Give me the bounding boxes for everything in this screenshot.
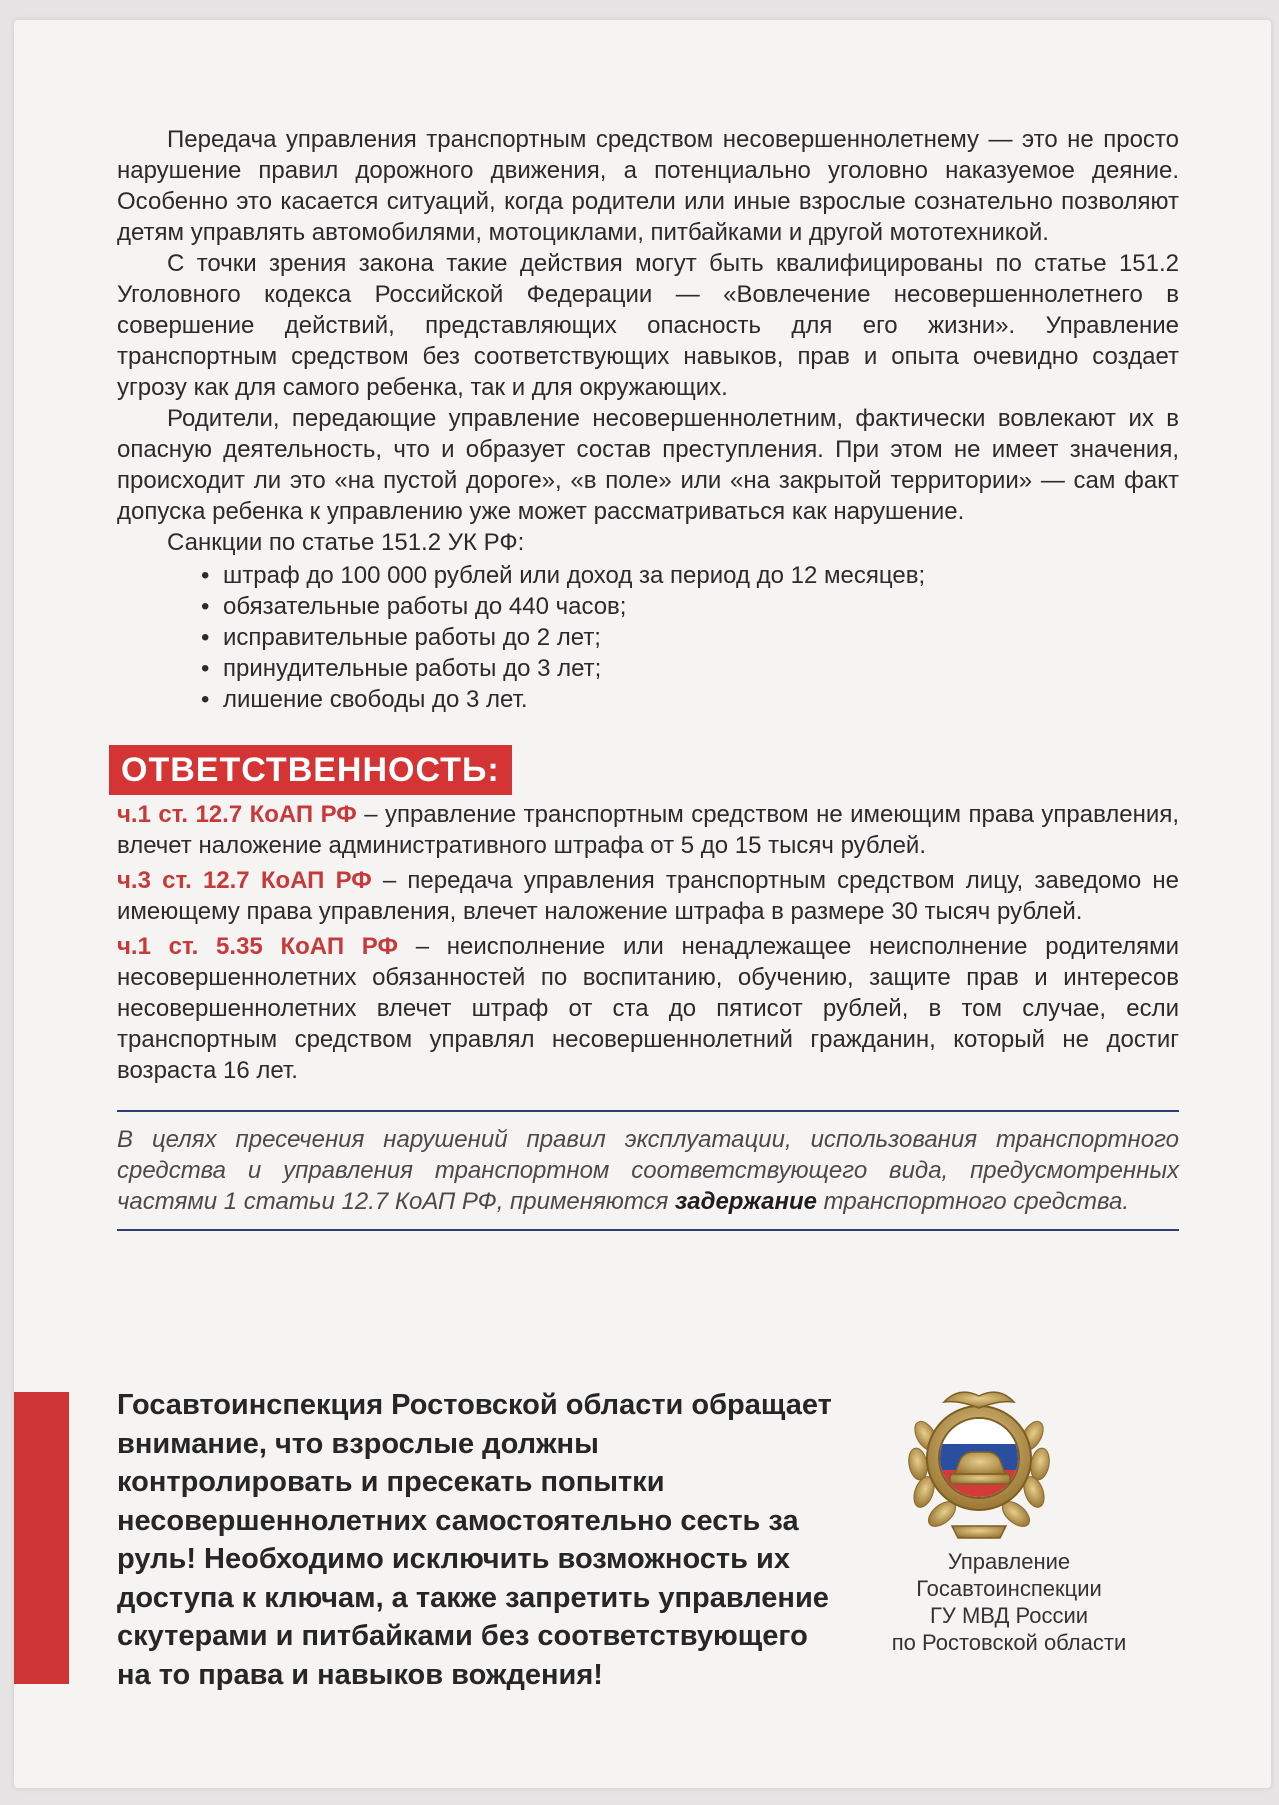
note-text-start: В целях пресечения нарушений правил эксплуатации, использования транспортного средства и управления транспортном соответствующего вида, предусмотренных частями 1 статьи 12.7 КоАП РФ, применяются: [117, 1126, 1179, 1215]
law-text: – управление транспортным средством не имеющим права управления, влечет наложение административного штрафа от 5 до 15 тысяч рублей.: [117, 801, 1179, 859]
law-item: [117, 931, 1179, 1086]
agency-line: ГУ МВД России: [929, 1603, 1089, 1628]
agency-line: по Ростовской области: [891, 1630, 1127, 1655]
agency-line: Госавтоинспекции: [916, 1576, 1102, 1601]
list-item: • лишение свободы до 3 лет.: [201, 684, 1179, 715]
law-paragraph: С точки зрения закона такие действия могут быть квалифицированы по статье 151.2 Уголовного кодекса Российской Федерации — «Вовлечение несовершеннолетнего в совершение действий, представляющих опасность для его жизни». Управление транспортным средством без соответствующих навыков, прав и опыта очевидно создает угрозу как для самого ребенка, так и для окружающих.: [117, 250, 1179, 401]
divider-top: [117, 1110, 1179, 1112]
law-reference: ч.3 ст. 12.7 КоАП РФ: [117, 867, 372, 894]
law-reference: ч.1 ст. 5.35 КоАП РФ: [117, 933, 398, 960]
accent-bar: [14, 1392, 69, 1684]
note-bold-word: задержание: [675, 1188, 817, 1215]
responsibility-heading: ОТВЕТСТВЕННОСТЬ:: [109, 745, 512, 795]
note-text-end: транспортного средства.: [816, 1188, 1129, 1215]
agency-caption: [874, 1548, 1144, 1656]
page-sheet: [14, 20, 1271, 1788]
divider-bottom: [117, 1229, 1179, 1231]
law-item: [117, 799, 1179, 861]
agency-line: Управление: [947, 1549, 1071, 1574]
law-reference: ч.1 ст. 12.7 КоАП РФ: [117, 801, 357, 828]
sanctions-title: Санкции по статье 151.2 УК РФ:: [167, 529, 525, 556]
gai-emblem-icon: [904, 1376, 1054, 1546]
sanctions-list: [117, 560, 1179, 715]
detention-note: [117, 1124, 1179, 1217]
main-content: [117, 124, 1179, 1231]
parents-paragraph: Родители, передающие управление несовершеннолетним, фактически вовлекают их в опасную деятельность, что и образует состав преступления. При этом не имеет значения, происходит ли это «на пустой дороге», «в поле» или «на закрытой территории» — сам факт допуска ребенка к управлению уже может рассматриваться как нарушение.: [117, 405, 1179, 525]
appeal-text: Госавтоинспекция Ростовской области обращает внимание, что взрослые должны контролировать и пресекать попытки несовершеннолетних самостоятельно сесть за руль! Необходимо исключить возможность их доступа к ключам, а также запретить управление скутерами и питбайками без соответствующего на то права и навыков вождения!: [117, 1389, 832, 1691]
list-item: • принудительные работы до 3 лет;: [201, 653, 1179, 684]
list-item: • штраф до 100 000 рублей или доход за период до 12 месяцев;: [201, 560, 1179, 591]
law-text: – передача управления транспортным средством лицу, заведомо не имеющему права управления, влечет наложение штрафа в размере 30 тысяч рублей.: [117, 867, 1179, 925]
list-item: • исправительные работы до 2 лет;: [201, 622, 1179, 653]
intro-paragraph: Передача управления транспортным средством несовершеннолетнему — это не просто нарушение правил дорожного движения, а потенциально уголовно наказуемое деяние. Особенно это касается ситуаций, когда родители или иные взрослые сознательно позволяют детям управлять автомобилями, мотоциклами, питбайками и другой мототехникой.: [117, 126, 1179, 246]
law-text: – неисполнение или ненадлежащее неисполнение родителями несовершеннолетних обязанностей по воспитанию, обучению, защите прав и интересов несовершеннолетних влечет штраф от ста до пятисот рублей, в том случае, если транспортным средством управлял несовершеннолетний гражданин, который не достиг возраста 16 лет.: [117, 933, 1179, 1084]
list-item: • обязательные работы до 440 часов;: [201, 591, 1179, 622]
law-item: [117, 865, 1179, 927]
